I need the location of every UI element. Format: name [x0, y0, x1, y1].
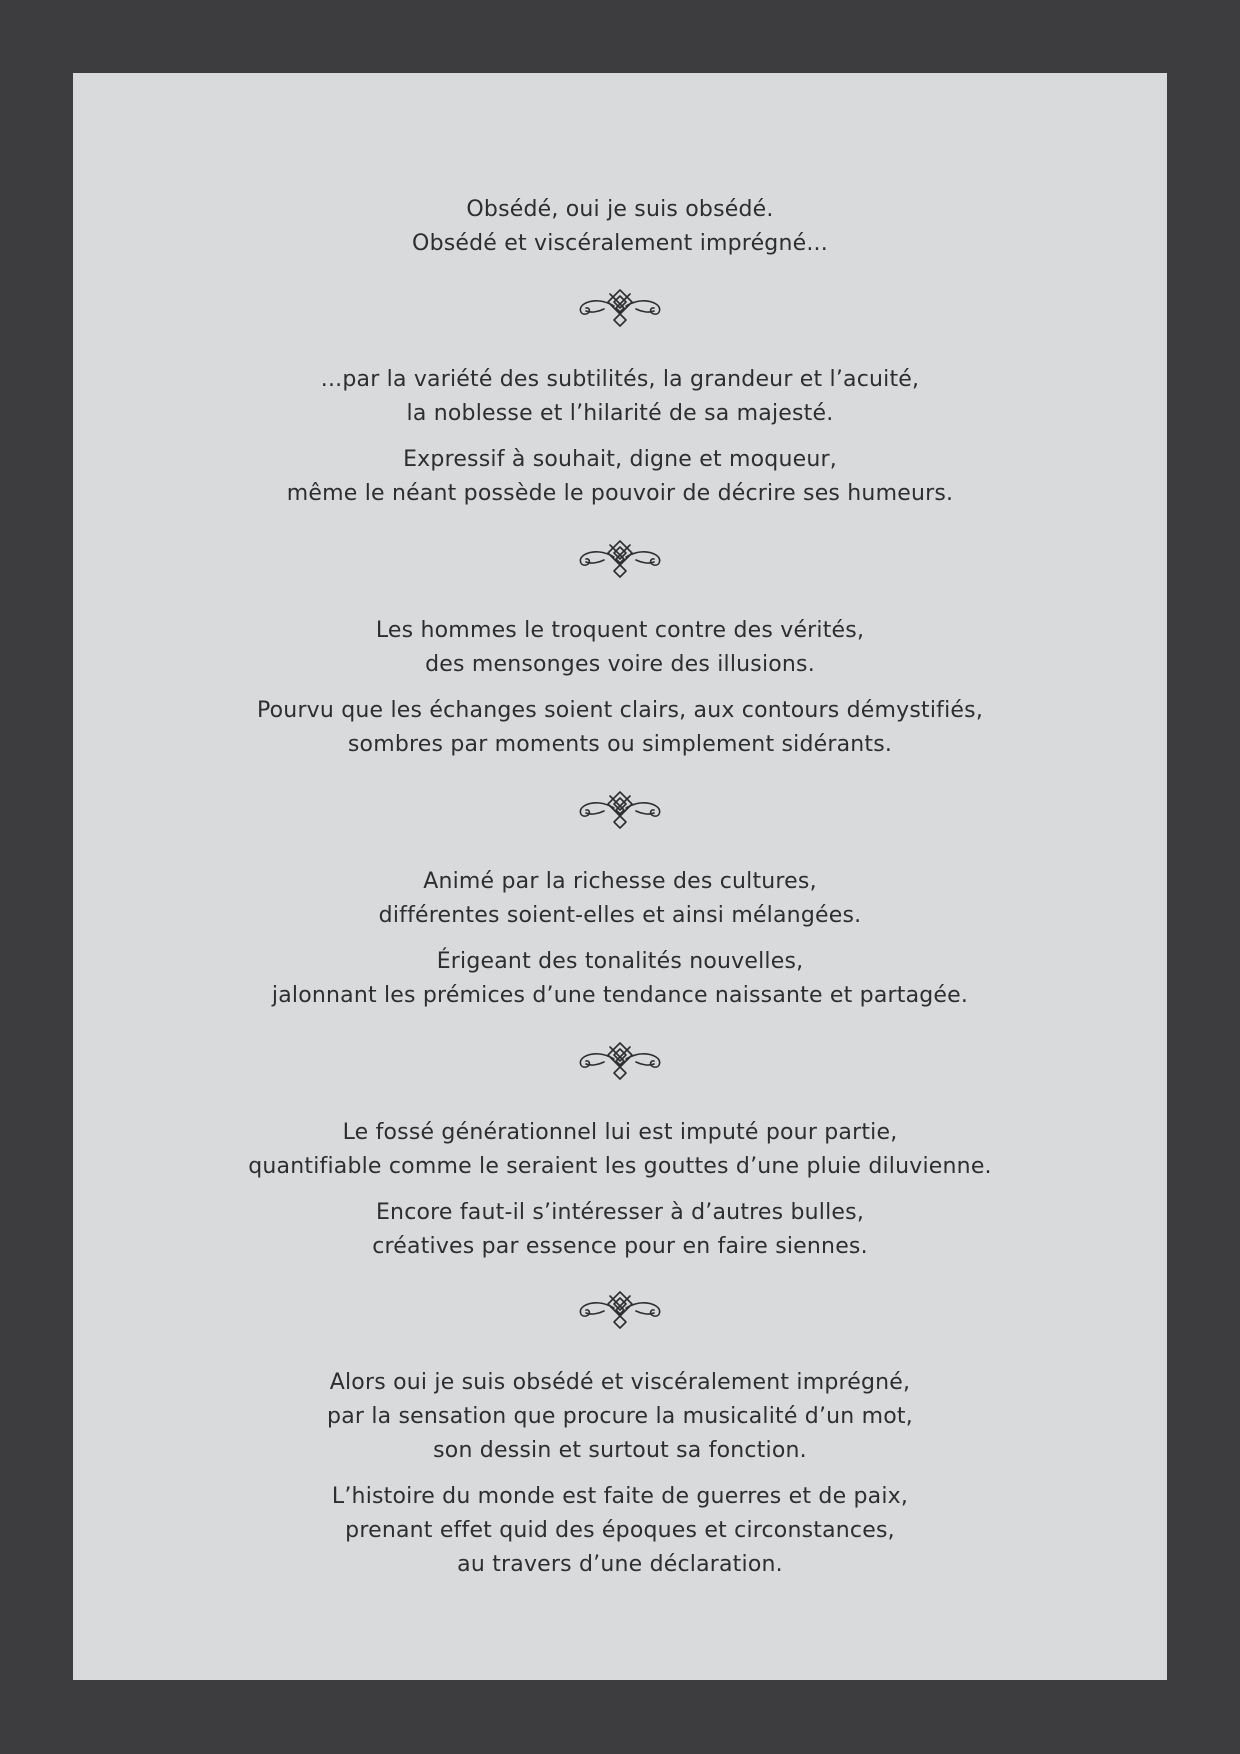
poem-line: Animé par la richesse des cultures,: [423, 869, 817, 894]
poem-page: [73, 73, 1167, 1680]
poem-line: Obsédé et viscéralement imprégné...: [412, 231, 828, 256]
poem-line: jalonnant les prémices d’une tendance naissante et partagée.: [271, 983, 969, 1008]
poem-line: quantifiable comme le seraient les gouttes d’une pluie diluvienne.: [248, 1154, 992, 1179]
poem-line: Le fossé générationnel lui est imputé pour partie,: [342, 1120, 898, 1145]
poem-line: ...par la variété des subtilités, la grandeur et l’acuité,: [320, 367, 920, 392]
poem-line: Pourvu que les échanges soient clairs, aux contours démystifiés,: [256, 698, 984, 723]
flourish-divider-icon: [574, 537, 666, 581]
poem-line: son dessin et surtout sa fonction.: [433, 1438, 807, 1463]
flourish-divider-icon: [574, 1039, 666, 1083]
poem-line: Les hommes le troquent contre des vérités,: [375, 618, 865, 643]
flourish-divider-icon: [574, 788, 666, 832]
poem-line: au travers d’une déclaration.: [457, 1552, 783, 1577]
poem-line: Alors oui je suis obsédé et viscéralement imprégné,: [329, 1370, 911, 1395]
poem-line: créatives par essence pour en faire siennes.: [372, 1234, 868, 1259]
poem-line: prenant effet quid des époques et circonstances,: [345, 1518, 895, 1543]
poem-line: Érigeant des tonalités nouvelles,: [436, 949, 804, 974]
poem-line: L’histoire du monde est faite de guerres et de paix,: [331, 1484, 909, 1509]
poem-line: Obsédé, oui je suis obsédé.: [466, 197, 774, 222]
poem-line: par la sensation que procure la musicalité d’un mot,: [327, 1404, 913, 1429]
flourish-divider-icon: [574, 1288, 666, 1332]
flourish-divider-icon: [574, 286, 666, 330]
poem-line: sombres par moments ou simplement sidérants.: [347, 732, 893, 757]
poem-line: Expressif à souhait, digne et moqueur,: [403, 447, 837, 472]
poem-line: différentes soient-elles et ainsi mélangées.: [378, 903, 862, 928]
poem-line: des mensonges voire des illusions.: [425, 652, 815, 677]
poem-line: Encore faut-il s’intéresser à d’autres bulles,: [375, 1200, 865, 1225]
poem-line: même le néant possède le pouvoir de décrire ses humeurs.: [286, 481, 954, 506]
poem-line: la noblesse et l’hilarité de sa majesté.: [406, 401, 834, 426]
